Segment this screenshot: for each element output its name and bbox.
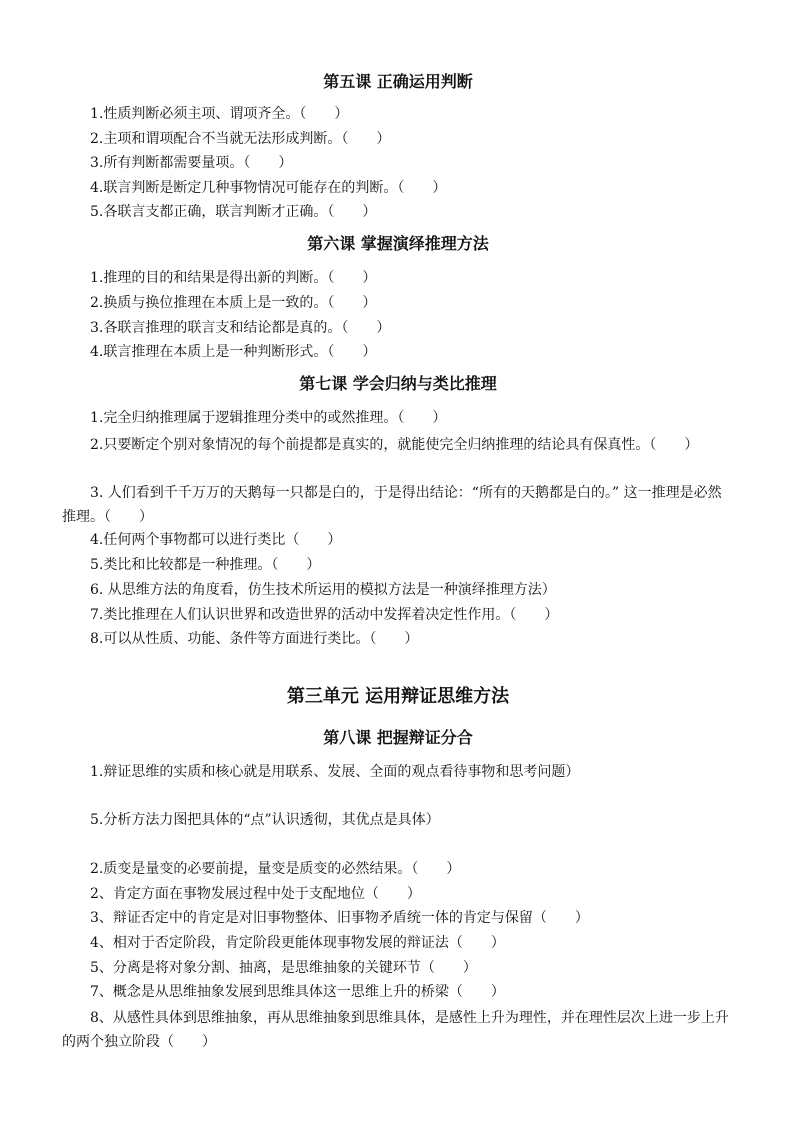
list-item: 2.只要断定个别对象情况的每个前提都是真实的，就能使完全归纳推理的结论具有保真性。（ ） (90, 437, 699, 453)
list-item: 3.所有判断都需要量项。（ ） (90, 155, 293, 171)
list-item: 6. 从思维方法的角度看，仿生技术所运用的模拟方法是一种演绎推理方法） (90, 582, 556, 598)
list-item: 2、肯定方面在事物发展过程中处于支配地位（ ） (90, 886, 421, 902)
list-item: 1.完全归纳推理属于逻辑推理分类中的或然推理。（ ） (90, 410, 447, 426)
list-item: 2.质变是量变的必要前提，量变是质变的必然结果。（ ） (90, 861, 461, 877)
list-item: 1.推理的目的和结果是得出新的判断。（ ） (90, 270, 377, 286)
list-item: 4.联言推理在本质上是一种判断形式。（ ） (90, 344, 377, 360)
list-item: 4.任何两个事物都可以进行类比（ ） (90, 532, 342, 548)
list-item: 4、相对于否定阶段，肯定阶段更能体现事物发展的辩证法（ ） (90, 935, 505, 951)
list-item: 3、辩证否定中的肯定是对旧事物整体、旧事物矛盾统一体的肯定与保留（ ） (90, 910, 589, 926)
list-item: 7.类比推理在人们认识世界和改造世界的活动中发挥着决定性作用。（ ） (90, 607, 559, 623)
unit3-title: 第三单元 运用辩证思维方法 (286, 686, 510, 707)
lesson6-title: 第六课 掌握演绎推理方法 (307, 234, 489, 253)
list-item: 5.分析方法力图把具体的“点”认识透彻，其优点是具体） (90, 812, 440, 828)
lesson8-title: 第八课 把握辩证分合 (323, 728, 473, 747)
list-item: 1.辩证思维的实质和核心就是用联系、发展、全面的观点看待事物和思考问题） (90, 764, 580, 780)
list-item: 3.各联言推理的联言支和结论都是真的。（ ） (90, 320, 391, 336)
list-item: 8.可以从性质、功能、条件等方面进行类比。（ ） (90, 631, 419, 647)
lesson5-title: 第五课 正确运用判断 (323, 72, 473, 91)
list-item: 2.主项和谓项配合不当就无法形成判断。（ ） (90, 131, 391, 147)
list-item: 7、概念是从思维抽象发展到思维具体这一思维上升的桥梁（ ） (90, 984, 505, 1000)
list-item: 3. 人们看到千千万万的天鹅每一只都是白的，于是得出结论：“所有的天鹅都是白的。” 这一推理是必然推理。（ ） (62, 485, 722, 525)
list-item: 8、从感性具体到思维抽象，再从思维抽象到思维具体，是感性上升为理性，并在理性层次上进一步上升的两个独立阶段（ ） (62, 1010, 729, 1050)
list-item: 4.联言判断是断定几种事物情况可能存在的判断。（ ） (90, 180, 447, 196)
list-item: 5.各联言支都正确，联言判断才正确。（ ） (90, 204, 377, 220)
list-item: 5、分离是将对象分割、抽离，是思维抽象的关键环节（ ） (90, 960, 477, 976)
list-item: 1.性质判断必须主项、谓项齐全。（ ） (90, 106, 349, 122)
list-item: 5.类比和比较都是一种推理。（ ） (90, 557, 321, 573)
list-item: 2.换质与换位推理在本质上是一致的。（ ） (90, 295, 377, 311)
lesson7-title: 第七课 学会归纳与类比推理 (299, 374, 497, 393)
